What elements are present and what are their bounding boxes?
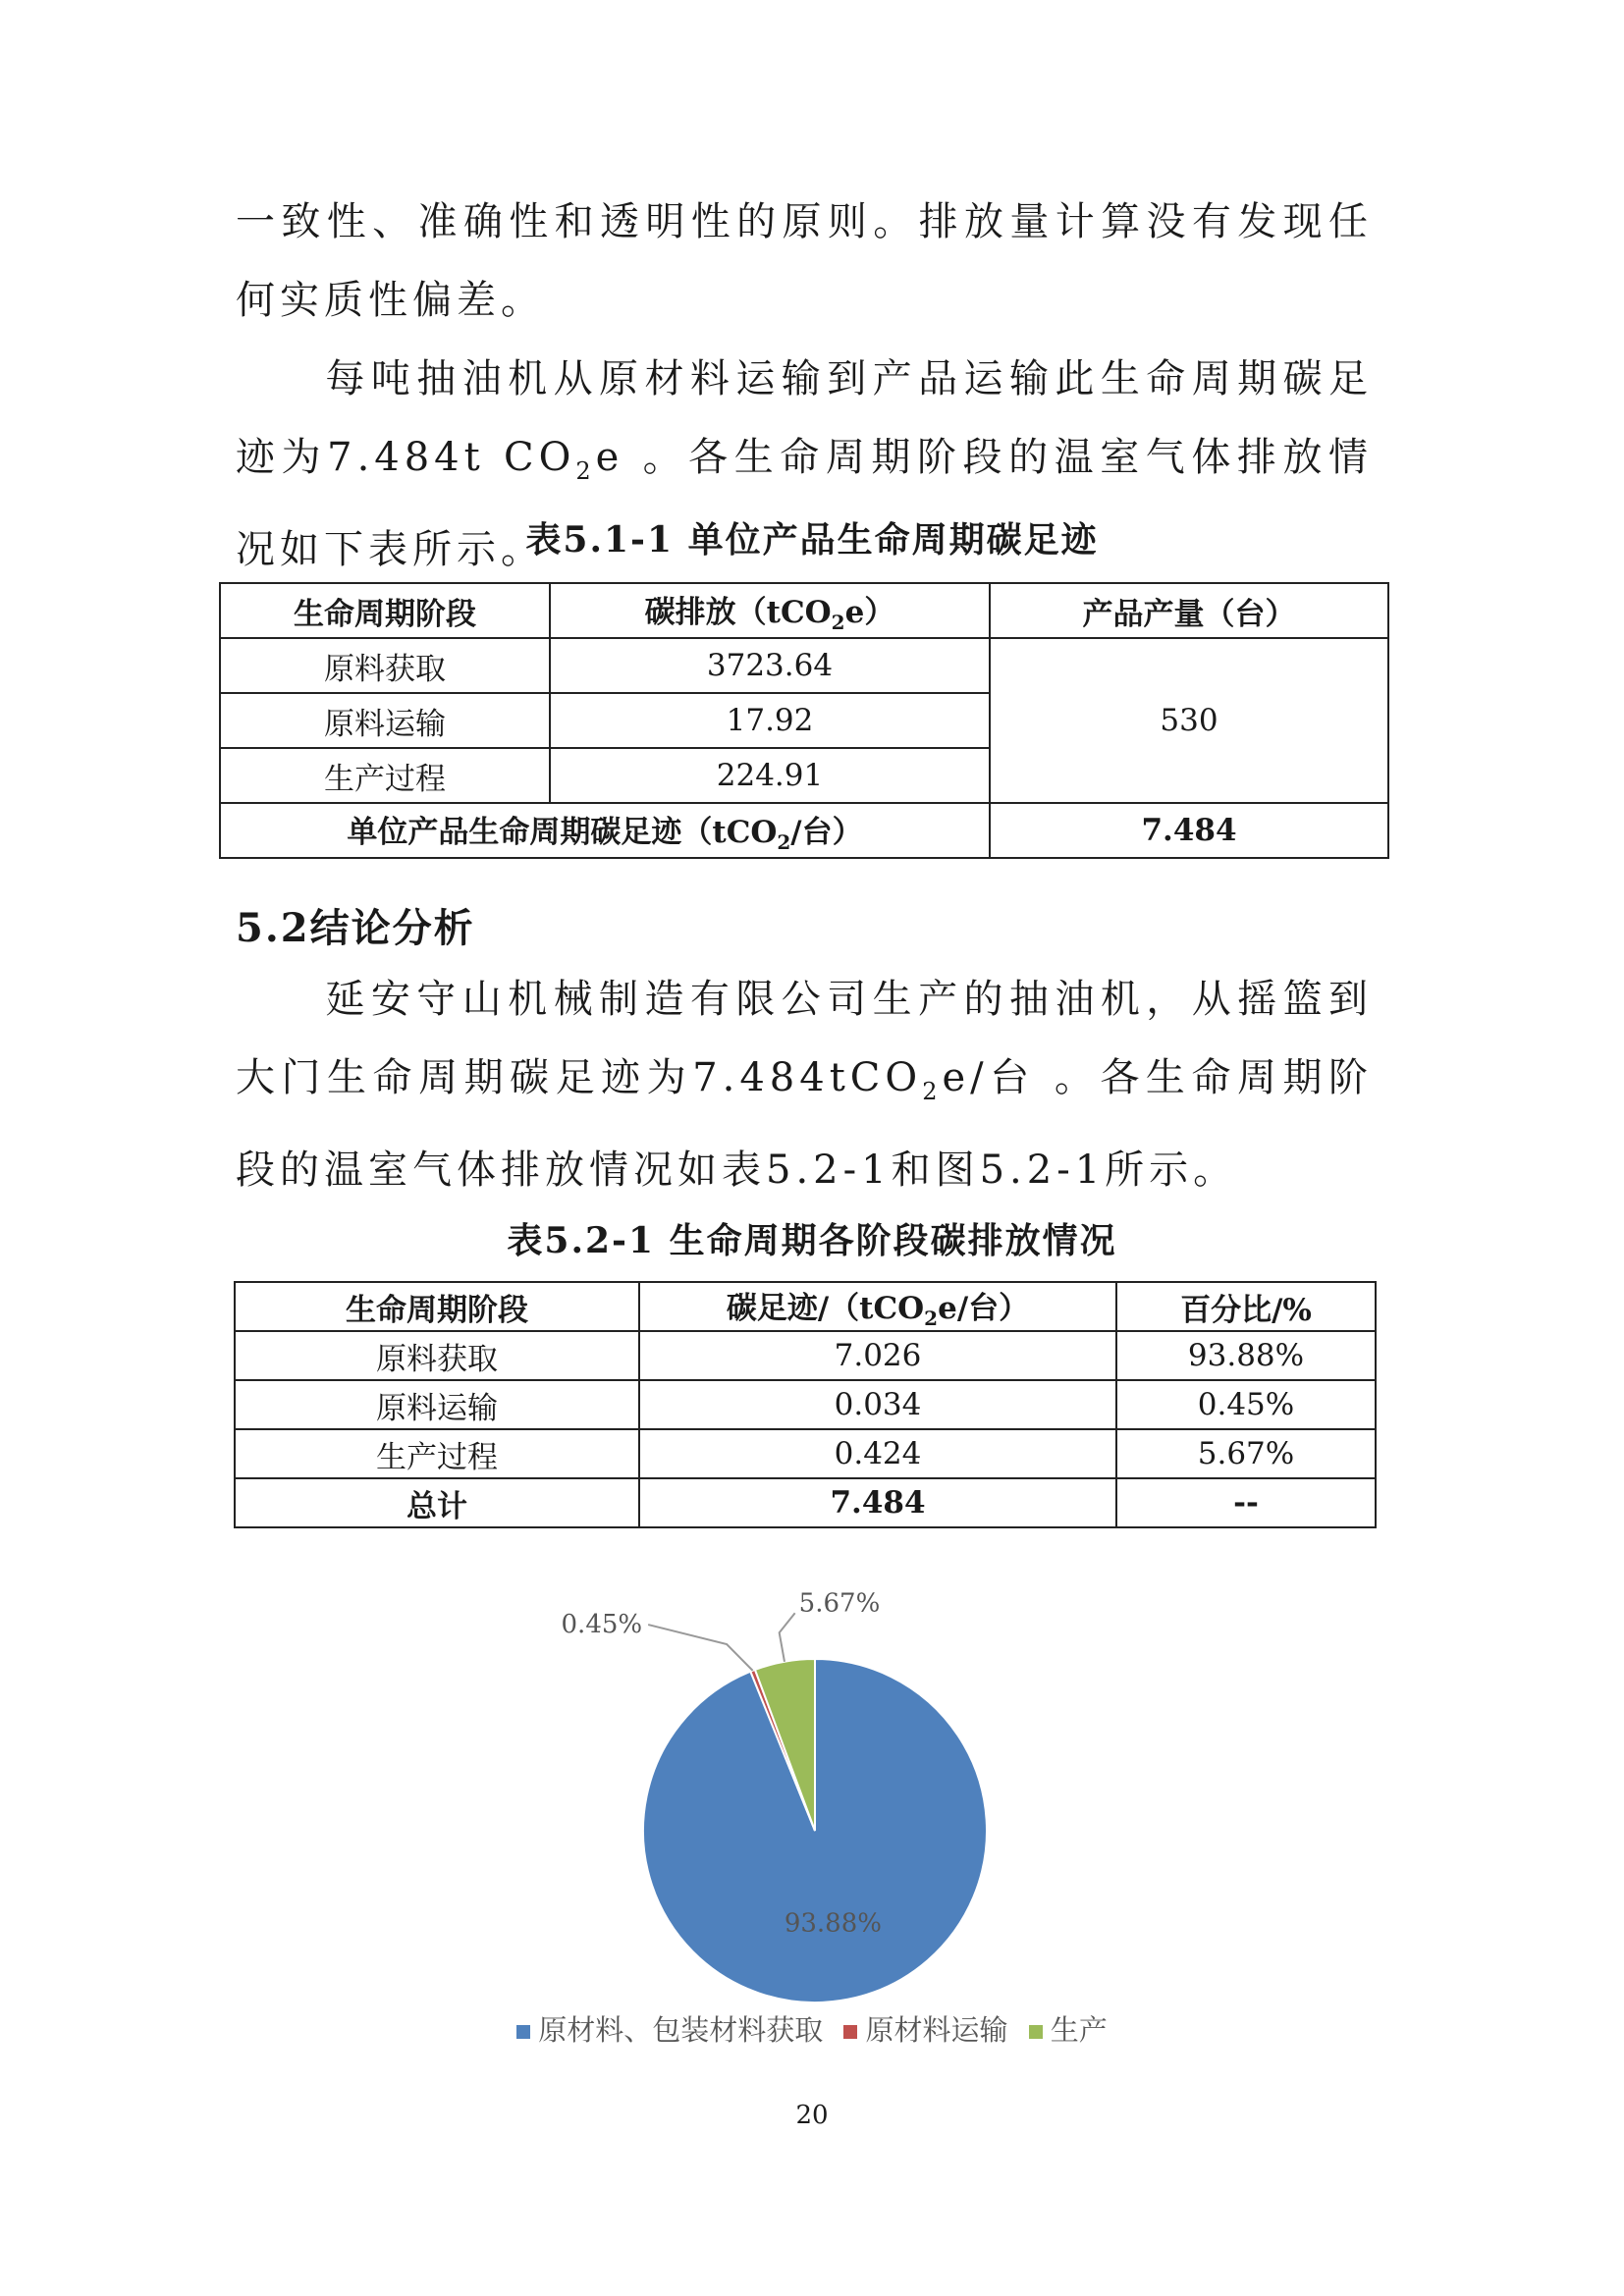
legend-item: 原材料、包装材料获取 [516,2008,823,2049]
output-cell: 530 [990,638,1388,803]
pie-leader-line [648,1625,753,1671]
footprint-cell: 0.424 [639,1429,1116,1478]
unit-product-footprint-table [219,582,1389,859]
chart-legend [0,2008,1624,2049]
emission-cell: 3723.64 [550,638,990,693]
pie-data-label: 93.88% [784,1908,882,1939]
table-caption: 表5.1-1 单位产品生命周期碳足迹 [525,519,1099,561]
footer-value: 7.484 [990,803,1388,858]
column-header: 碳足迹/（tCO$_2$e/台） [639,1282,1116,1331]
total-label: 总计 [235,1478,639,1527]
stage-cell: 原料运输 [235,1380,639,1429]
legend-swatch [1029,2025,1043,2039]
stage-emission-table [234,1281,1377,1528]
column-header: 生命周期阶段 [220,583,550,638]
table-caption: 表5.2-1 生命周期各阶段碳排放情况 [507,1220,1117,1261]
column-header: 生命周期阶段 [235,1282,639,1331]
column-header: 产品产量（台） [990,583,1388,638]
footprint-cell: 0.034 [639,1380,1116,1429]
footprint-cell: 7.026 [639,1331,1116,1380]
percent-cell: 0.45% [1116,1380,1376,1429]
pie-chart-svg [511,1590,1119,2002]
stage-cell: 原料运输 [220,693,550,748]
legend-swatch [516,2025,530,2039]
legend-item: 原材料运输 [843,2008,1007,2049]
stage-cell: 生产过程 [235,1429,639,1478]
pie-data-label: 5.67% [798,1590,881,1619]
footer-label: 单位产品生命周期碳足迹（tCO$_2$/台） [220,803,990,858]
page-number: 20 [795,2101,829,2130]
section-heading: 5.2结论分析 [236,905,475,951]
pie-leader-line [780,1613,795,1662]
column-header: 碳排放（tCO$_2$e） [550,583,990,638]
paragraph-conclusion: 延安守山机械制造有限公司生产的抽油机，从摇篮到大门生命周期碳足迹为7.484tCO$_2$e/台 。各生命周期阶段的温室气体排放情况如表5.2-1和图5.2-1所示。 [236,977,1374,1193]
stage-cell: 原料获取 [235,1331,639,1380]
legend-swatch [843,2025,857,2039]
emission-cell: 224.91 [550,748,990,803]
pie-chart [511,1590,1119,2140]
total-footprint: 7.484 [639,1478,1116,1527]
total-percent: -- [1116,1478,1376,1527]
emission-cell: 17.92 [550,693,990,748]
stage-cell: 原料获取 [220,638,550,693]
paragraph-summary: 每吨抽油机从原材料运输到产品运输此生命周期碳足迹为7.484t $CO_2e$ 。各生命周期阶段的温室气体排放情况如下表所示。 [236,356,1374,572]
paragraph-continuation: 一致性、准确性和透明性的原则。排放量计算没有发现任何实质性偏差。 [236,199,1373,323]
legend-item: 生产 [1029,2008,1108,2049]
column-header: 百分比/% [1116,1282,1376,1331]
percent-cell: 5.67% [1116,1429,1376,1478]
stage-cell: 生产过程 [220,748,550,803]
pie-data-label: 0.45% [561,1610,643,1640]
percent-cell: 93.88% [1116,1331,1376,1380]
